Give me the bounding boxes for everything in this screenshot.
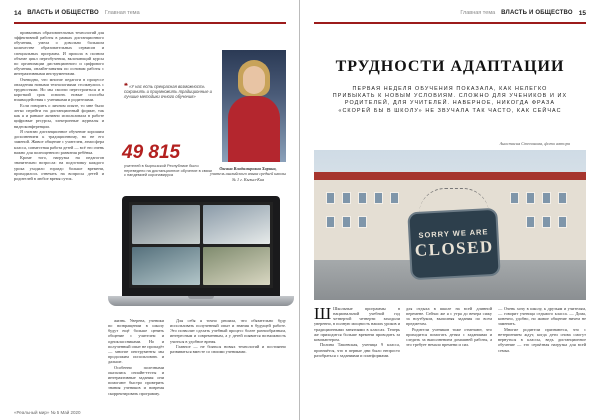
header-rule (14, 22, 286, 24)
section-tag: Главная тема (104, 10, 140, 16)
page-footer: «Реальный мир» № 5 Май 2020 (14, 410, 81, 415)
paragraph: для отдыха в школе на всей длинной перемене. Сейчас же я с утра до вечера сижу за ноутбуком, выполняя задания по всем предметам. (406, 306, 492, 327)
stat-caption: учителей в Кыргызской Республике было переведено на дистанционное обучение в связи с пандемией коронавируса (124, 163, 212, 178)
page-number: 15 (578, 9, 586, 17)
paragraph: Для себя я точно решила, что обязательно буду использовать полученный опыт и знания в будущей работе. Это позволит сделать учебный процесс более разнообразным, интересным и современным, а у детей появится возможность учиться в удобное время. (170, 318, 286, 344)
text-column-3 (170, 318, 286, 410)
pull-quote-text: «У нас есть прекрасная возможность сохранить и приумножить традиционные и лучшие методики очного обучения» (124, 84, 212, 100)
text-column-1 (314, 306, 400, 412)
paragraph: Очевидно, что многие педагоги в процессе овладения новыми технологиями столкнулись с трудностями. Но мы смогли перестроиться и в короткий срок освоить новые способы взаимодействия с учениками и родителями. (14, 76, 104, 103)
portrait-name: Оксана Владимировна Харина, (219, 166, 277, 171)
sign-line-1: SORRY WE ARE (418, 227, 489, 240)
paragraph: Кроме того, нагрузка на педагогов значительно возросла: на подготовку каждого урока уходило гораздо больше времени, приходилось отвечать на вопросы детей и родителей в любое время суток. (14, 155, 104, 181)
text-column-2 (108, 318, 164, 410)
sign-line-2: CLOSED (414, 236, 495, 261)
right-page (300, 0, 600, 420)
text-column-1 (14, 30, 104, 410)
paragraph: Если говорить о личном опыте, то мне было легко перейти на дистанционный формат, так как я и раньше активно использовала в работе цифровые ресурсы, электронные журналы и видеоконференции. (14, 102, 104, 129)
school-photo (314, 150, 586, 300)
portrait-caption (208, 166, 288, 182)
paragraph: Я считаю дистанционное обучение хорошим дополнением к традиционному, но не его заменой. Живое общение с учителем, атмосфера класса, совместная работа детей — всё это очень важно для полноценного развития ребёнка. (14, 129, 104, 155)
header-rule (314, 22, 586, 24)
paragraph: привычных образовательных технологий для эффективной работы в рамках дистанционного обучения, умела о довольно большом количестве образовательных сервисов и специальных программ. И прошла в полном объеме цикл переобучения, вклочающий курсы по организации дистанционного и цифрового обучения, онлайн-занятия по основам работы с интерактивными инструментами. (14, 30, 104, 77)
video-tile (203, 247, 271, 286)
paragraph: Особенно полезными оказались онлайн-тесты и интерактивные задания: они помогают быстро проверить знания учеников и вовремя скорректировать программу. (108, 364, 164, 396)
section-tag: Главная тема (460, 10, 496, 16)
video-tile (132, 205, 200, 244)
paragraph-text: Школьные программы в национальной учебной год четвертой четверти заходили уверенно, в полную мощность наших уроков и традиционными занятиями в классах. Теперь же приходится больше времени проводить за компьютером. (314, 306, 400, 342)
portrait-role: учитель английского языка средней школы № 1 г. Кызыл-Кия (210, 171, 286, 182)
section-title: ВЛАСТЬ И ОБЩЕСТВО (501, 10, 573, 16)
pull-quote (124, 84, 218, 100)
paragraph: Родители учеников тоже отмечают, что приходится помогать детям с заданиями и следить за выполнением домашней работы, а это требует немало времени и сил. (406, 327, 492, 348)
paragraph: — Очень хочу в школу, к друзьям и учителям, — говорит ученица седьмого класса. — Дома, конечно, удобно, но живое общение ничем не заменить. (498, 306, 586, 327)
laptop-photo (108, 196, 294, 314)
paragraph (314, 306, 400, 342)
video-call-screen (129, 202, 273, 288)
video-tile (132, 247, 200, 286)
paragraph: Полина Ташевская, ученица 9 класса, признаётся, что в первые дни было непросто разобраться с заданиями и платформами. (314, 342, 400, 358)
paragraph: жизнь. Уверена, ученики по возвращении в школу будут ещё больше ценить общение с учителем и одноклассниками. Но и полученный опыт не пропадёт — многие инструменты мы продолжим использовать и дальше. (108, 318, 164, 365)
video-tile (203, 205, 271, 244)
page-number: 14 (14, 9, 22, 17)
paragraph: Многие родители признаются, что с нетерпением ждут, когда дети снова смогут вернуться в классы, ведь дистанционное обучение — это серьёзная нагрузка для всей семьи. (498, 327, 586, 353)
paragraph: Главное — не бояться новых технологий и постоянно развиваться вместе со своими учениками. (170, 344, 286, 355)
stat-number: 49 815 (122, 142, 181, 163)
closed-sign (407, 208, 500, 281)
text-column-2 (406, 306, 492, 412)
section-title: ВЛАСТЬ И ОБЩЕСТВО (27, 10, 99, 16)
article-title: ТРУДНОСТИ АДАПТАЦИИ (335, 58, 565, 75)
portrait-photo (222, 50, 286, 162)
byline: Анастасия Степанова, фото автора (499, 141, 570, 146)
quote-mark-icon: ❝ (124, 83, 128, 90)
left-page-header (14, 7, 140, 19)
article-lead: ПЕРВАЯ НЕДЕЛЯ ОБУЧЕНИЯ ПОКАЗАЛА, КАК НЕЛЕГКО ПРИВЫКАТЬ К НОВЫМ УСЛОВИЯМ. СЛОЖНО ДЛЯ УЧЕНИКОВ И ИХ РОДИТЕЛЕЙ, ДЛЯ УЧИТЕЛЕЙ. НАВЕРНОЕ, НИКОГДА ФРАЗА «СКОРЕЙ БЫ В ШКОЛУ» НЕ ЗВУЧАЛА ТАК ЧАСТО, КАК СЕЙЧАС (332, 86, 568, 114)
drop-cap: Ш (314, 306, 332, 323)
right-page-header (460, 7, 586, 19)
text-column-3 (498, 306, 586, 412)
